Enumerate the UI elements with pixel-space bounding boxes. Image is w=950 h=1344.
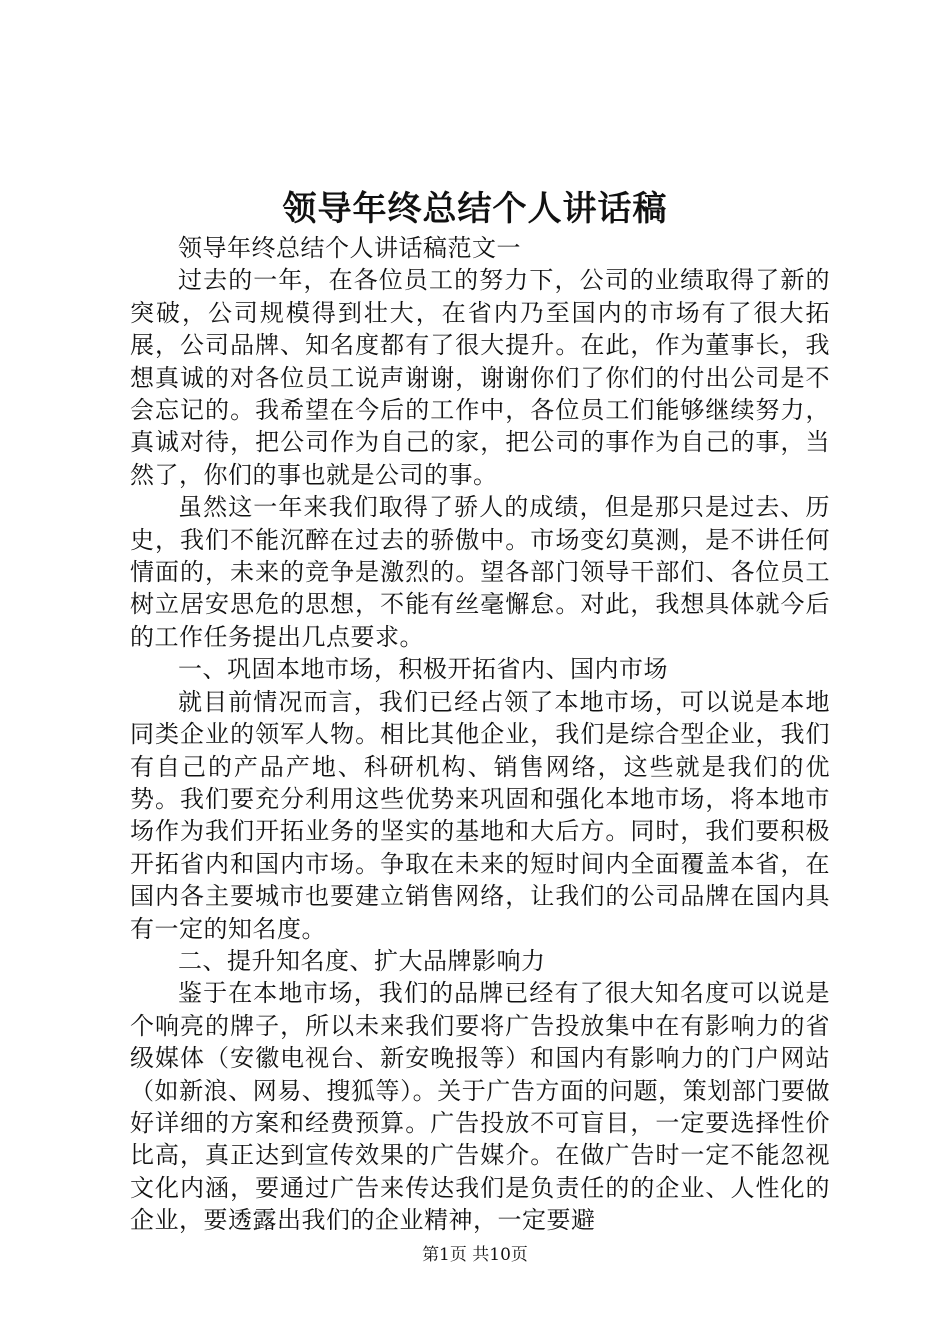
page-number-footer: 第1页 共10页: [422, 1245, 528, 1265]
body-paragraph: 过去的一年，在各位员工的努力下，公司的业绩取得了新的突破，公司规模得到壮大，在省内乃至国内的市场有了很大拓展，公司品牌、知名度都有了很大提升。在此，作为董事长，我想真诚的对各位员工说声谢谢，谢谢你们了你们的付出公司是不会忘记的。我希望在今后的工作中，各位员工们能够继续努力，真诚对待，把公司作为自己的家，把公司的事作为自己的事，当然了，你们的事也就是公司的事。: [130, 266, 830, 489]
section-heading: 一、巩固本地市场，积极开拓省内、国内市场: [178, 655, 668, 684]
body-paragraph: 鉴于在本地市场，我们的品牌已经有了很大知名度可以说是个响亮的牌子，所以未来我们要将广告投放集中在有影响力的省级媒体（安徽电视台、新安晚报等）和国内有影响力的门户网站（如新浪、网易、搜狐等）。关于广告方面的问题，策划部门要做好详细的方案和经费预算。广告投放不可盲目，一定要选择性价比高，真正达到宣传效果的广告媒介。在做广告时一定不能忽视文化内涵，要通过广告来传达我们是负责任的的企业、人性化的企业，要透露出我们的企业精神，一定要避: [130, 979, 830, 1235]
document-title: 领导年终总结个人讲话稿: [282, 189, 668, 229]
body-paragraph: 虽然这一年来我们取得了骄人的成绩，但是那只是过去、历史，我们不能沉醉在过去的骄傲中。市场变幻莫测，是不讲任何情面的，未来的竞争是激烈的。望各部门领导干部们、各位员工树立居安思危的思想，不能有丝毫懈怠。对此，我想具体就今后的工作任务提出几点要求。: [130, 493, 830, 651]
body-paragraph: 就目前情况而言，我们已经占领了本地市场，可以说是本地同类企业的领军人物。相比其他企业，我们是综合型企业，我们有自己的产品产地、科研机构、销售网络，这些就是我们的优势。我们要充分利用这些优势来巩固和强化本地市场，将本地市场作为我们开拓业务的坚实的基地和大后方。同时，我们要积极开拓省内和国内市场。争取在未来的短时间内全面覆盖本省，在国内各主要城市也要建立销售网络，让我们的公司品牌在国内具有一定的知名度。: [130, 687, 830, 943]
subtitle-paragraph: 领导年终总结个人讲话稿范文一: [178, 234, 521, 262]
document-body: [130, 232, 830, 1237]
section-heading: 二、提升知名度、扩大品牌影响力: [178, 946, 546, 975]
